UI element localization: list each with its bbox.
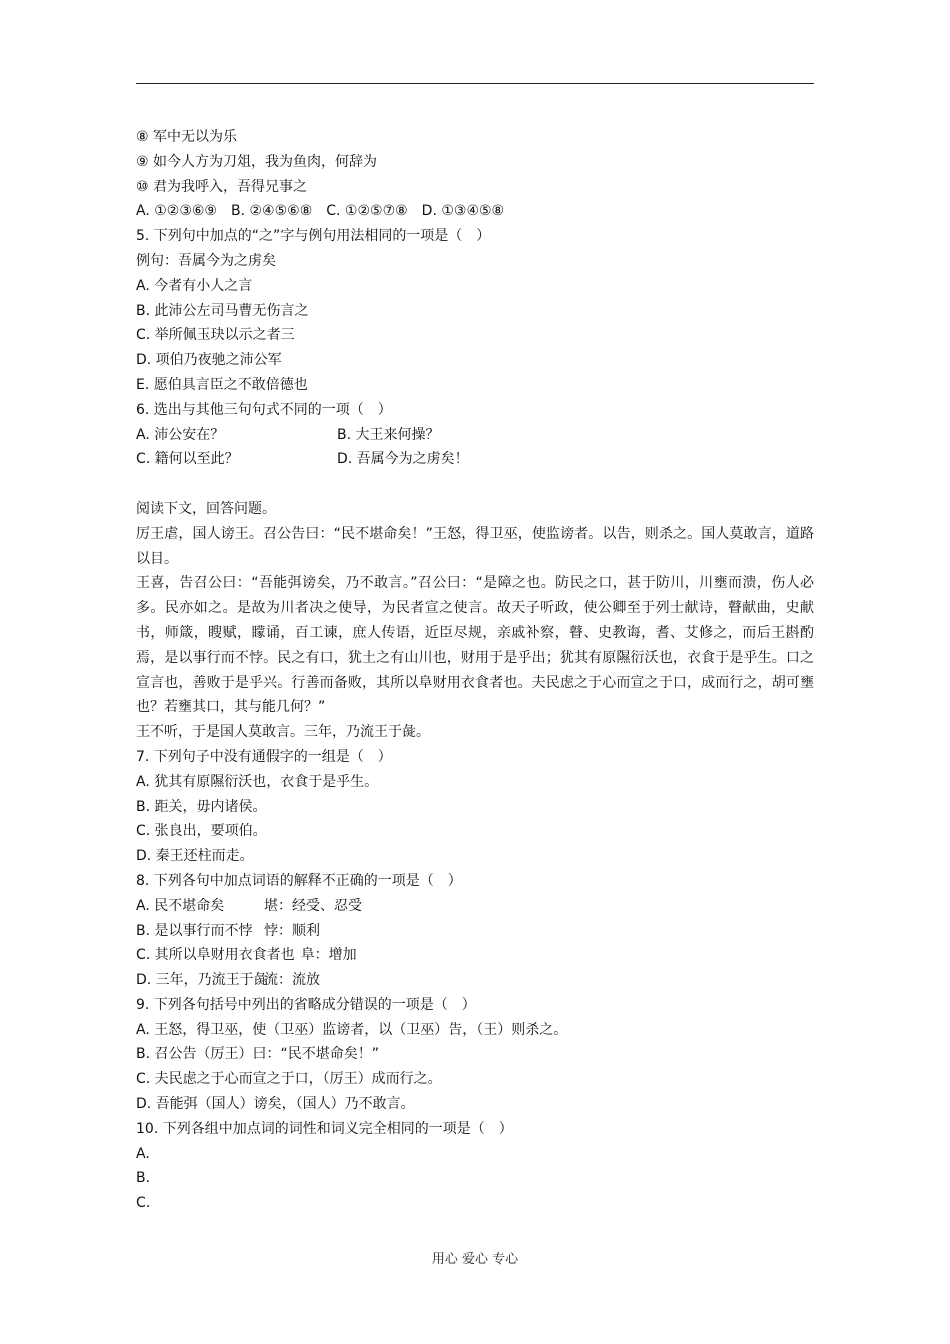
question-9-option-b: B. 召公告（厉王）曰：“民不堪命矣！” [136,1046,380,1063]
question-5-example: 例句：吾属今为之虏矣 [136,252,276,269]
question-6-option-c: C. 籍何以至此？ [136,451,239,468]
question-8-option-text: A. 民不堪命矣 [136,897,225,914]
intro-item: ⑧ 军中无以为乐 [136,129,238,145]
question-6-stem: 6. 选出与其他三句句式不同的一项（ ） [136,401,392,418]
question-8-option-text: D. 三年，乃流王于彘 [136,972,268,989]
question-9-stem: 9. 下列各句括号中列出的省略成分错误的一项是（ ） [136,996,476,1013]
question-10-stem: 10. 下列各组中加点词的词性和词义完全相同的一项是（ ） [136,1120,513,1137]
header-rule [136,83,814,84]
intro-item: ⑩ 君为我呼入，吾得兄事之 [136,178,308,195]
question-9-option-c: C. 夫民虑之于心而宣之于口，（厉王）成而行之。 [136,1071,442,1088]
question-5-option-c: C. 举所佩玉玦以示之者三 [136,327,295,344]
question-7-option-c: C. 张良出，要项伯。 [136,823,267,840]
reading-paragraph: 王喜，告召公曰：“吾能弭谤矣，乃不敢言。”召公曰：“是障之也。防民之口，甚于防川，川壅而溃，伤人必多。民亦如之。是故为川者决之使导，为民者宣之使言。故天子听政，使公卿至于列士献诗，瞽献曲，史献书，师箴，瞍赋，矇诵，百工谏，庶人传语，近臣尽规，亲戚补察，瞽、史教诲，耆、艾修之，而后王斟酌焉，是以事行而不悖。民之有口，犹土之有山川也，财用于是乎出；犹其有原隰衍沃也，衣食于是乎生。口之宣言也，善败于是乎兴。行善而备败，其所以阜财用衣食者也。夫民虑之于心而宣之于口，成而行之，胡可壅也？若壅其口，其与能几何？” [136,575,814,716]
question-6-options-row [136,423,814,448]
question-6-option-d: D. 吾属今为之虏矣！ [337,451,469,468]
question-10-option-c: C. [136,1195,151,1212]
question-8-stem: 8. 下列各句中加点词语的解释不正确的一项是（ ） [136,872,462,889]
question-8-option-text: C. 其所以阜财用衣食者也 [136,947,295,964]
document-body [136,125,814,1216]
question-7-option-a: A. 犹其有原隰衍沃也，衣食于是乎生。 [136,773,379,790]
question-5-option-e: E. 愿伯具言臣之不敢倍德也 [136,376,308,393]
question-9-option-a: A. 王怒，得卫巫，使（卫巫）监谤者，以（卫巫）告，（王）则杀之。 [136,1021,568,1038]
question-7-option-b: B. 距关，毋内诸侯。 [136,798,267,815]
reading-instruction: 阅读下文，回答问题。 [136,500,276,517]
question-5-option-d: D. 项伯乃夜驰之沛公军 [136,352,282,369]
page-footer: 用心 爱心 专心 [431,1252,519,1267]
question-9-option-d: D. 吾能弭（国人）谤矣，（国人）乃不敢言。 [136,1096,415,1113]
question-10-option-a: A. [136,1145,150,1162]
question-8-option-definition: 流：流放 [264,972,320,989]
question-8-option-definition: 堪：经受、忍受 [264,897,362,914]
question-8-option-text: B. 是以事行而不悖 [136,922,253,939]
question-10-option-b: B. [136,1170,151,1187]
question-8-option-a [136,894,814,919]
question-7-stem: 7. 下列句子中没有通假字的一组是（ ） [136,748,392,765]
question-6-options-row [136,447,814,472]
question-7-option-d: D. 秦王还柱而走。 [136,848,254,865]
question-5-option-a: A. 今者有小人之言 [136,277,253,294]
question-6-option-a: A. 沛公安在？ [136,426,225,443]
question-5-stem: 5. 下列句中加点的“之”字与例句用法相同的一项是（ ） [136,228,491,245]
question-8-option-d [136,968,814,993]
reading-paragraph: 王不听，于是国人莫敢言。三年，乃流王于彘。 [136,724,430,741]
question-8-option-b [136,919,814,944]
question-8-option-definition: 悖：顺利 [264,922,320,939]
spacer [136,472,814,497]
intro-item: ⑨ 如今人方为刀俎，我为鱼肉，何辞为 [136,153,377,170]
question-6-option-b: B. 大王来何操？ [337,426,440,443]
intro-answer-options: A. ①②③⑥⑨ B. ②④⑤⑥⑧ C. ①②⑤⑦⑧ D. ①③④⑤⑧ [136,203,505,220]
question-8-option-definition: 阜：增加 [300,947,357,964]
question-8-option-c [136,943,814,968]
reading-paragraph: 厉王虐，国人谤王。召公告曰：“民不堪命矣！”王怒，得卫巫，使监谤者。以告，则杀之。国人莫敢言，道路以目。 [136,525,814,567]
question-5-option-b: B. 此沛公左司马曹无伤言之 [136,302,309,319]
